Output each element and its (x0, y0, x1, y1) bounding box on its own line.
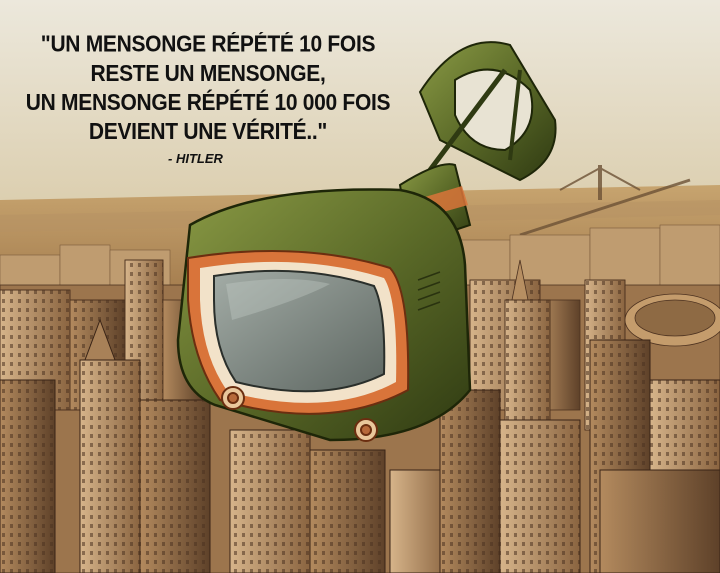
quote-line-3: UN MENSONGE RÉPÉTÉ 10 000 FOIS (25, 90, 391, 116)
quote-line-2: RESTE UN MENSONGE, (90, 61, 326, 87)
quote-attribution: - HITLER (168, 151, 223, 166)
quote-text (18, 30, 398, 147)
quote-line-1: "UN MENSONGE RÉPÉTÉ 10 FOIS (40, 32, 376, 57)
quote-line-4: DEVIENT UNE VÉRITÉ.." (88, 119, 328, 145)
